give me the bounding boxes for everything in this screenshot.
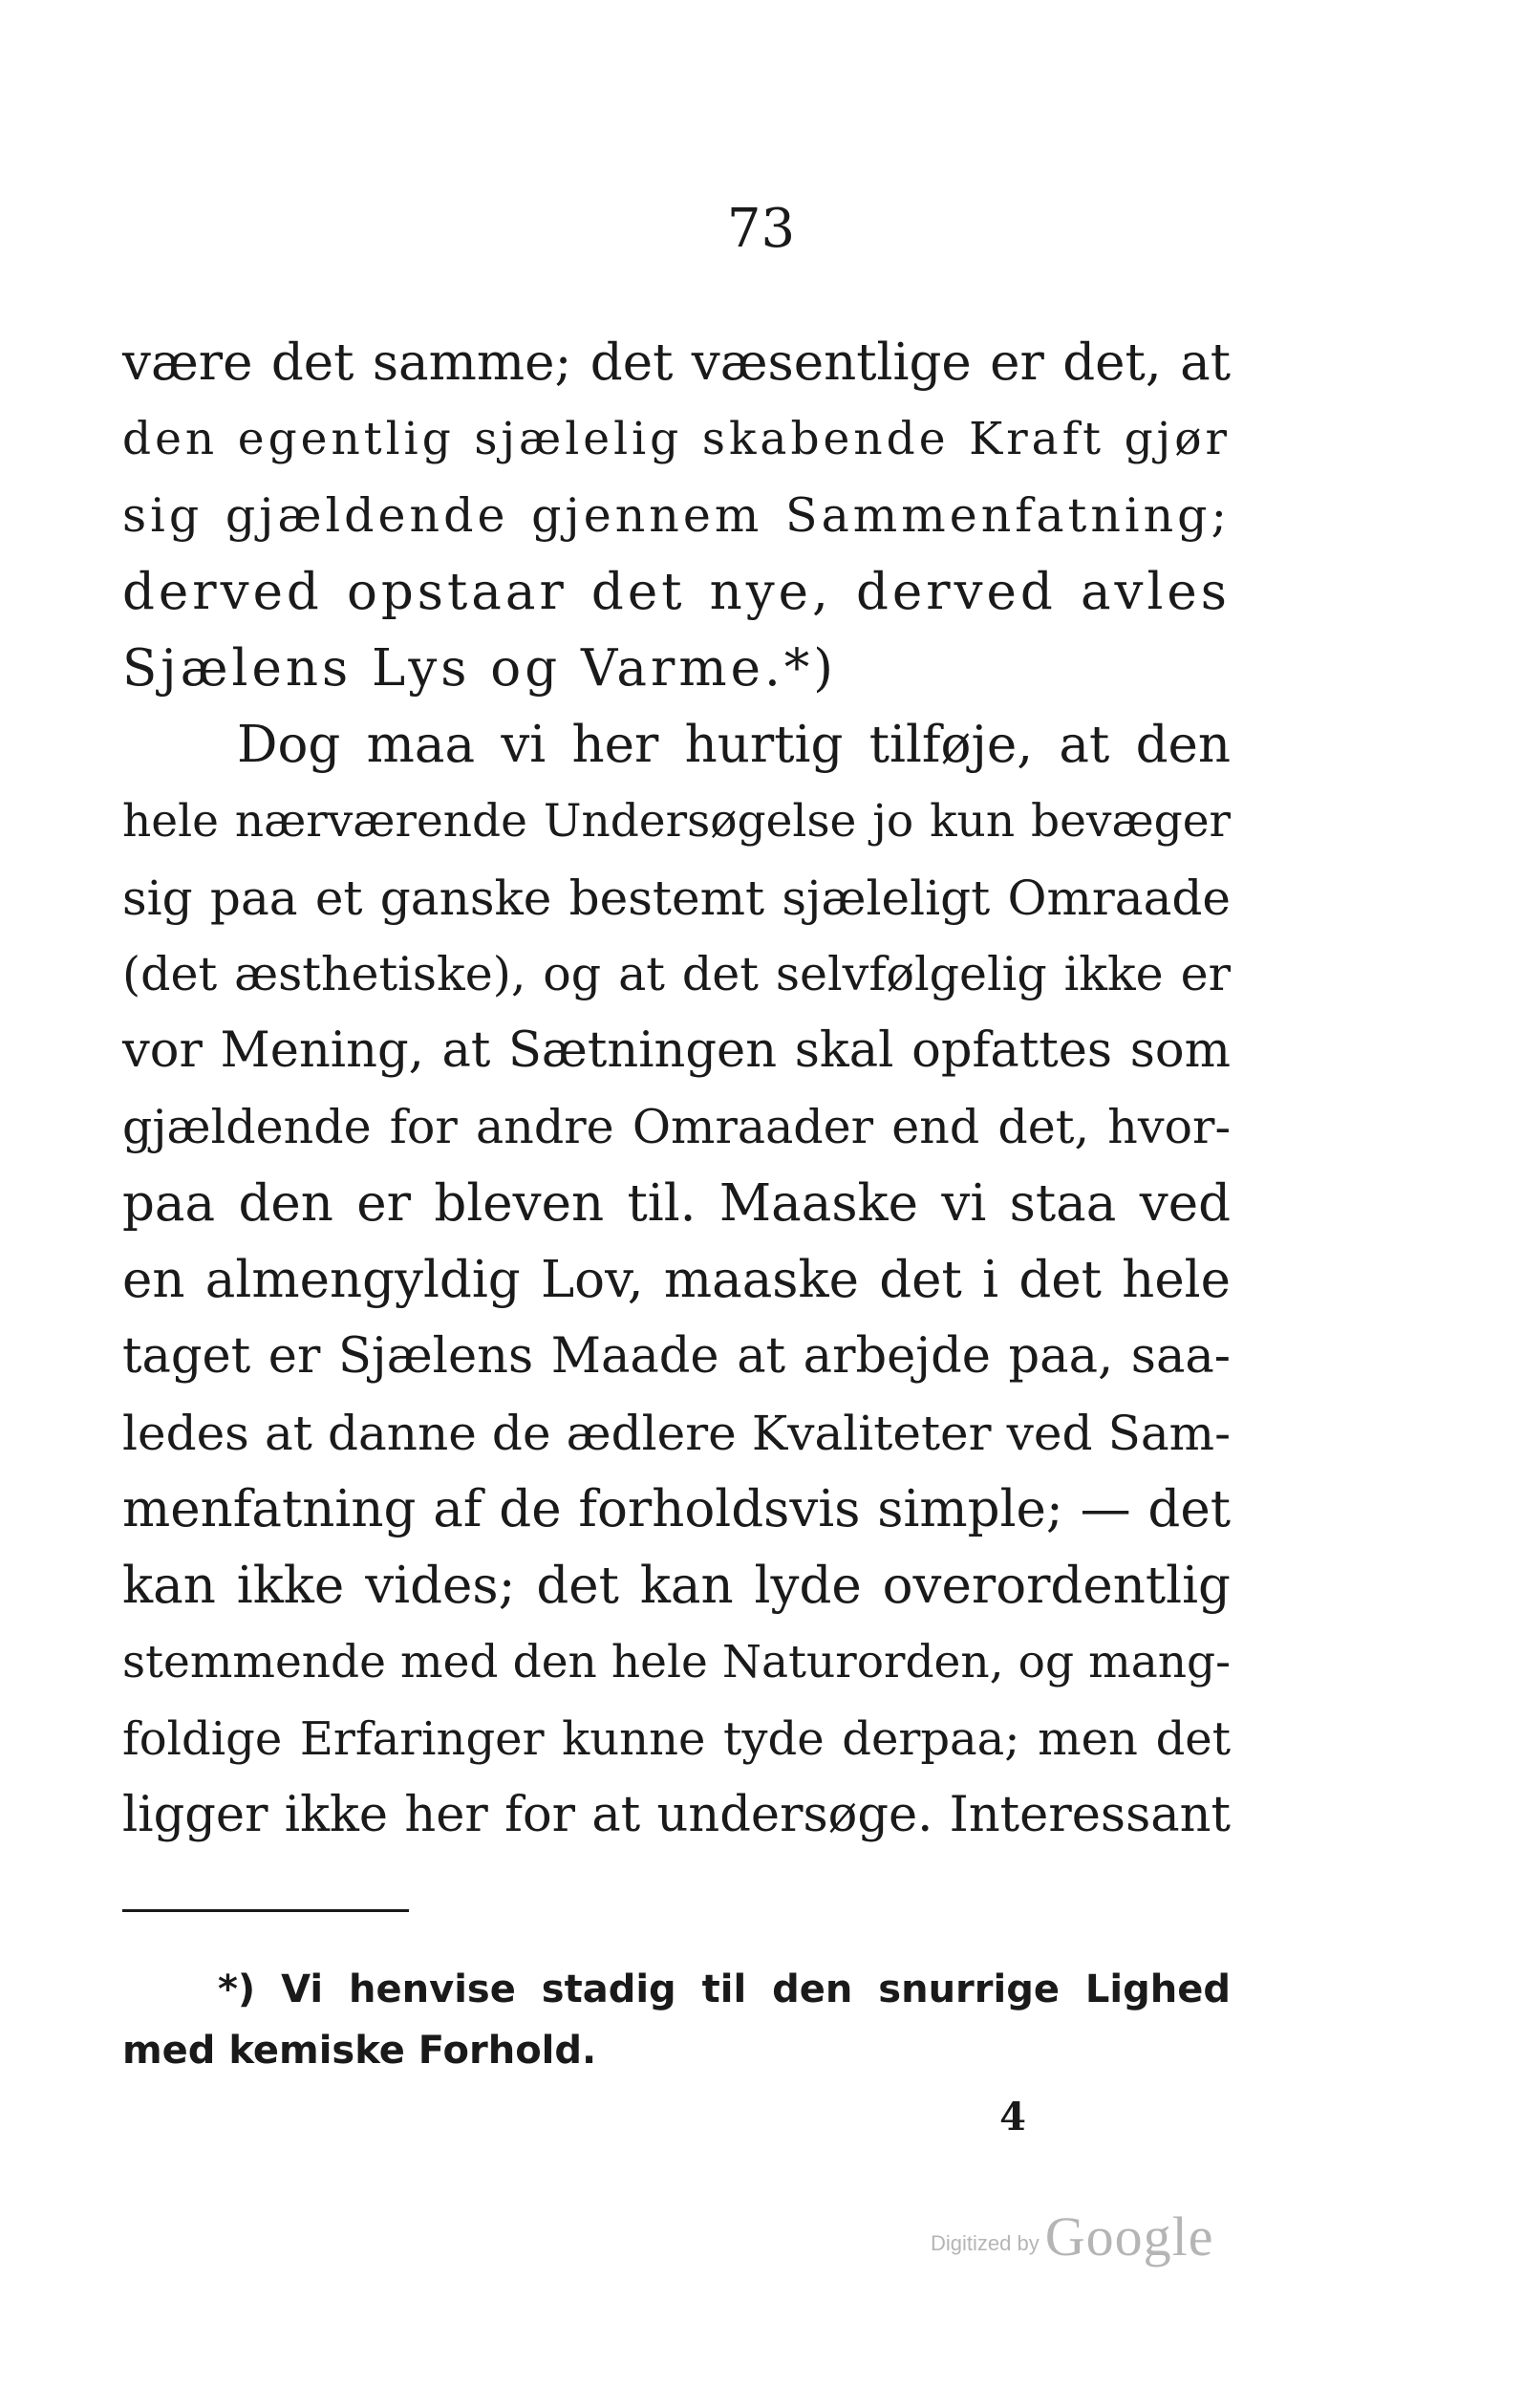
- text-line-18: stemmende med den hele Naturorden, og mang-: [122, 1636, 1231, 1688]
- text-line-5: Sjælens Lys og Varme.*): [122, 639, 837, 698]
- text-line-19: foldige Erfaringer kunne tyde derpaa; men det: [122, 1712, 1231, 1766]
- text-line-12: paa den er bleven til. Maaske vi staa ved: [122, 1174, 1231, 1233]
- text-line-3: sig gjældende gjennem Sammenfatning;: [122, 488, 1231, 543]
- text-line-20: ligger ikke her for at undersøge. Interessant: [122, 1787, 1231, 1843]
- text-line-15: ledes at danne de ædlere Kvaliteter ved Sam-: [122, 1406, 1231, 1461]
- digitized-watermark: [931, 2198, 1213, 2274]
- text-line-7: hele nærværende Undersøgelse jo kun bevæger: [122, 795, 1231, 848]
- footnote-line-2: med kemiske Forhold.: [122, 2029, 597, 2073]
- footnote-divider: [122, 1909, 409, 1912]
- signature-mark: 4: [999, 2095, 1026, 2139]
- watermark-brand-logo: Google: [1044, 2204, 1214, 2268]
- page-number: 73: [726, 198, 796, 260]
- text-line-13: en almengyldig Lov, maaske det i det hele: [122, 1251, 1231, 1309]
- footnote: [122, 1959, 1231, 2081]
- text-line-17: kan ikke vides; det kan lyde overordentlig: [122, 1557, 1231, 1615]
- text-line-11: gjældende for andre Omraader end det, hvor-: [122, 1100, 1231, 1154]
- text-line-1: være det samme; det væsentlige er det, at: [122, 333, 1231, 392]
- text-line-10: vor Mening, at Sætningen skal opfattes som: [122, 1022, 1231, 1079]
- text-line-14: taget er Sjælens Maade at arbejde paa, saa-: [122, 1328, 1231, 1385]
- text-line-4: derved opstaar det nye, derved avles: [122, 563, 1231, 621]
- body-text: [122, 325, 1231, 1854]
- text-line-16: menfatning af de forholdsvis simple; — det: [122, 1480, 1231, 1538]
- text-line-6: Dog maa vi her hurtig tilføje, at den: [237, 716, 1231, 774]
- footnote-line-1: *) Vi henvise stadig til den snurrige Lighed: [218, 1967, 1231, 2011]
- text-line-9: (det æsthetiske), og at det selvfølgelig ikke er: [122, 947, 1231, 1001]
- text-line-2: den egentlig sjælelig skabende Kraft gjør: [122, 413, 1231, 465]
- text-line-8: sig paa et ganske bestemt sjæleligt Omraade: [122, 871, 1231, 926]
- watermark-prefix: Digitized by: [931, 2231, 1040, 2255]
